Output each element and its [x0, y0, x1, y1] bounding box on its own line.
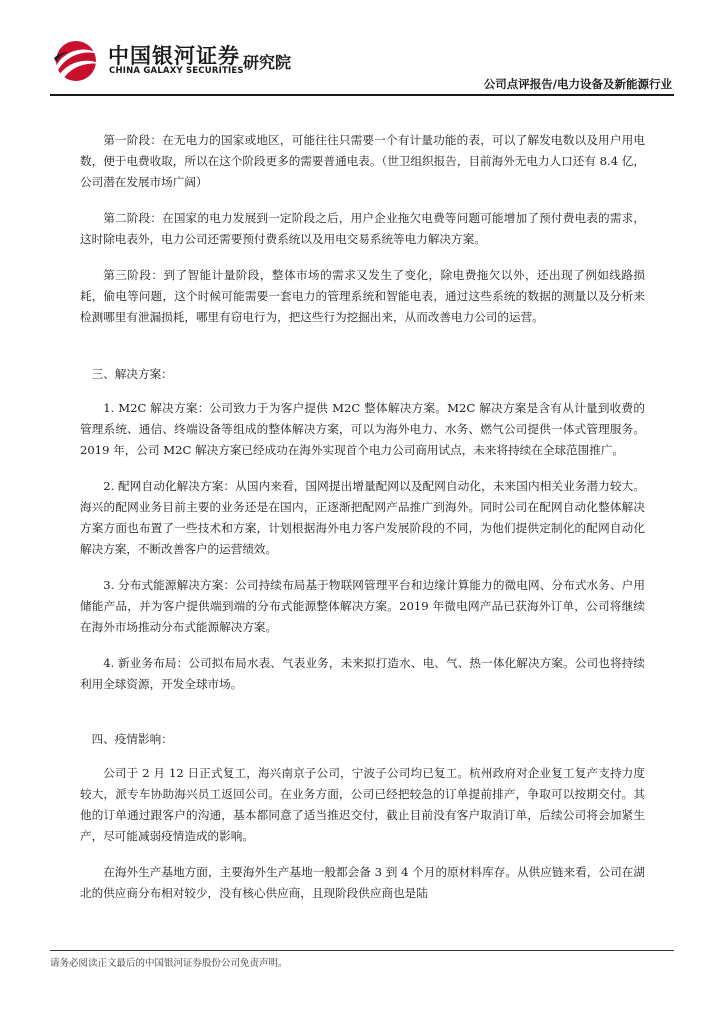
solution-1-paragraph: 1. M2C 解决方案：公司致力于为客户提供 M2C 整体解决方案。M2C 解决方案是含有从计量到收费的管理系统、通信、终端设备等组成的整体解决方案，可以为海外电力、水务、燃气公司提供一体式管理服务。2019 年，公司 M2C 解决方案已经成功在海外实现首个电力公司商用试点，未来将持续在全球范围推广。: [80, 401, 645, 457]
report-body: [80, 130, 645, 919]
page-header: [0, 0, 724, 96]
footer-disclaimer: 请务必阅读正文最后的中国银河证券股份公司免责声明。: [50, 958, 288, 969]
brand-name-cn: 中国银河证券: [108, 44, 240, 68]
galaxy-logo-icon: [50, 38, 102, 84]
solution-4-paragraph: 4. 新业务布局：公司拟布局水表、气表业务，未来拟打造水、电、气、热一体化解决方案。公司也将持续利用全球资源，开发全球市场。: [80, 656, 645, 691]
phase-3-paragraph: 第三阶段：到了智能计量阶段，整体市场的需求又发生了变化，除电费拖欠以外，还出现了例如线路损耗，偷电等问题，这个时候可能需要一套电力的管理系统和智能电表，通过这些系统的数据的测量以及分析来检测哪里有泄漏损耗，哪里有窃电行为，把这些行为挖掘出来，从而改善电力公司的运营。: [80, 268, 645, 324]
solution-2-paragraph: 2. 配网自动化解决方案：从国内来看，国网提出增量配网以及配网自动化，未来国内相关业务潜力较大。海兴的配网业务目前主要的业务还是在国内，正逐渐把配网产品推广到海外。同时公司在配网自动化整体解决方案方面也布置了一些技术和方案，计划根据海外电力客户发展阶段的不同，为他们提供定制化的配网自动化解决方案，不断改善客户的运营绩效。: [80, 479, 645, 556]
solution-3-paragraph: 3. 分布式能源解决方案：公司持续布局基于物联网管理平台和边缘计算能力的微电网、分布式水务、户用储能产品，并为客户提供端到端的分布式能源整体解决方案。2019 年微电网产品已获海外订单，公司将继续在海外市场推动分布式能源解决方案。: [80, 578, 645, 634]
institute-label: 研究院: [243, 53, 292, 72]
epidemic-2-paragraph: 在海外生产基地方面，主要海外生产基地一般都会备 3 到 4 个月的原材料库存。从供应链来看，公司在湖北的供应商分布相对较少，没有核心供应商，且现阶段供应商也是陆: [80, 865, 645, 900]
footer-divider: [50, 950, 674, 951]
brand-name-en: CHINA GALAXY SECURITIES: [109, 66, 244, 76]
epidemic-1-paragraph: 公司于 2 月 12 日正式复工，海兴南京子公司，宁波子公司均已复工。杭州政府对企业复工复产支持力度较大，派专车协助海兴员工返回公司。在业务方面，公司已经把较急的订单提前排产，争取可以按期交付。其他的订单通过跟客户的沟通，基本都同意了适当推迟交付，截止目前没有客户取消订单，后续公司将会加紧生产，尽可能减弱疫情造成的影响。: [80, 766, 645, 843]
phase-1-paragraph: 第一阶段：在无电力的国家或地区，可能往往只需要一个有计量功能的表，可以了解发电数以及用户用电数，便于电费收取，所以在这个阶段更多的需要普通电表。（世卫组织报告，目前海外无电力人口还有 8.4 亿，公司潜在发展市场广阔）: [80, 133, 645, 189]
header-divider: [50, 94, 674, 96]
section-heading-epidemic: 四、疫情影响：: [91, 732, 173, 746]
report-category: 公司点评报告/电力设备及新能源行业: [483, 77, 672, 91]
phase-2-paragraph: 第二阶段：在国家的电力发展到一定阶段之后，用户企业拖欠电费等问题可能增加了预付费电表的需求，这时除电表外，电力公司还需要预付费系统以及用电交易系统等电力解决方案。: [80, 211, 645, 246]
section-heading-solutions: 三、解决方案：: [91, 367, 173, 381]
